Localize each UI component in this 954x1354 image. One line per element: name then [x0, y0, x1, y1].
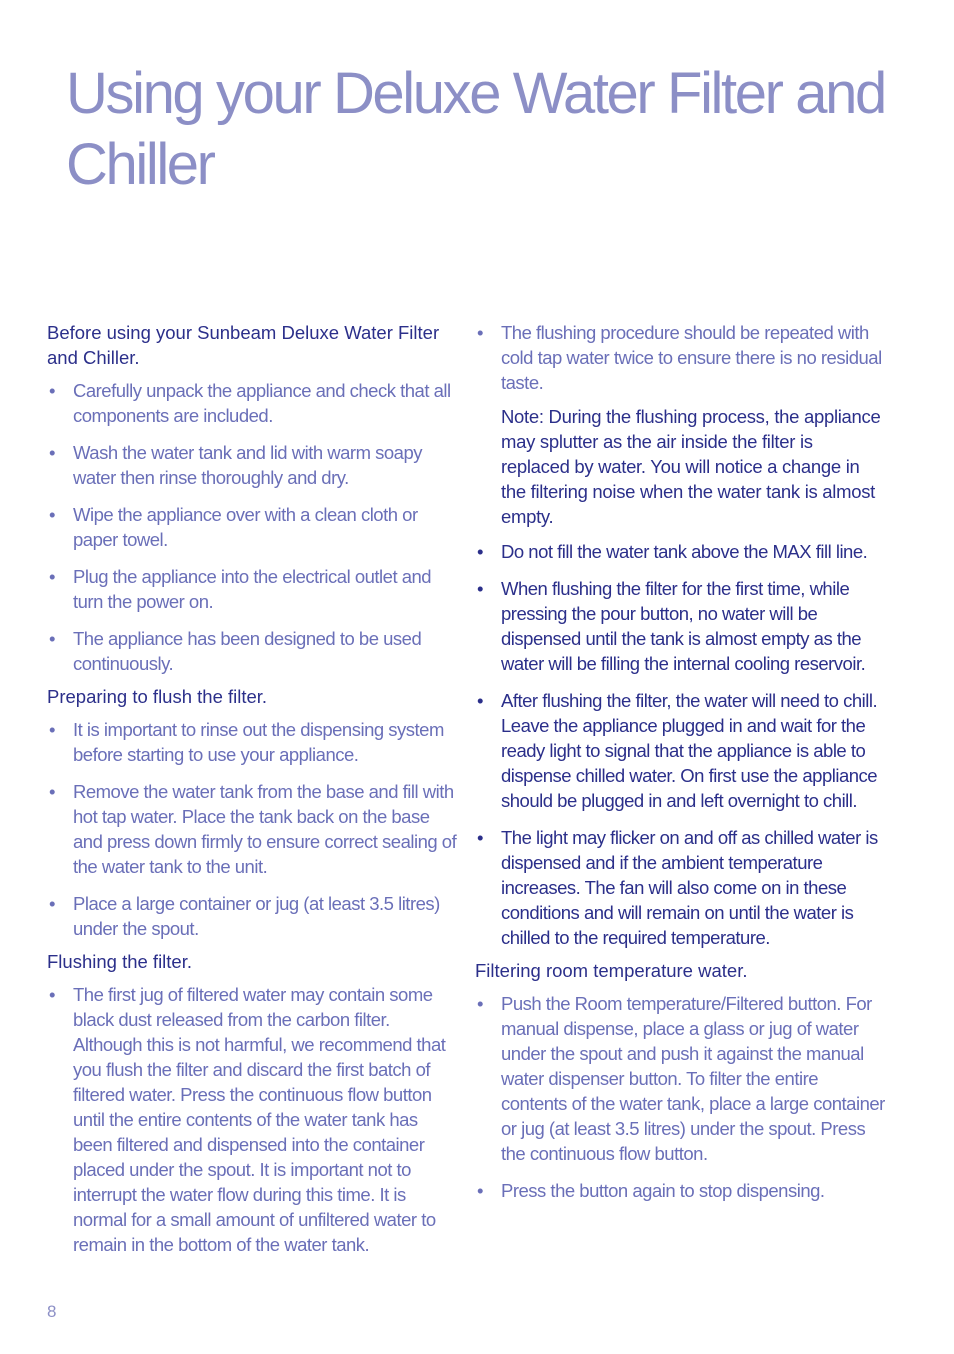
prep-heading: Preparing to flush the filter.: [47, 686, 268, 707]
chill-bullet-list: [475, 539, 885, 950]
list-item: • Plug the appliance into the electrical outlet and turn the power on.: [47, 564, 457, 614]
flush-repeat-list: [475, 320, 885, 395]
list-item: • The appliance has been designed to be used continuously.: [47, 626, 457, 676]
list-item: • It is important to rinse out the dispensing system before starting to use your appliance.: [47, 717, 457, 767]
list-item: • Wash the water tank and lid with warm soapy water then rinse thoroughly and dry.: [47, 440, 457, 490]
list-item: • Push the Room temperature/Filtered button. For manual dispense, place a glass or jug of water under the spout and push it against the manual water dispenser button. To filter the entire contents of the water tank, place a large container or jug (at least 3.5 litres) under the spout. Press the continuous flow button.: [475, 991, 885, 1166]
page-title: Using your Deluxe Water Filter and Chiller: [66, 61, 885, 197]
flush-bullet-list: [47, 982, 457, 1257]
list-item: • The light may flicker on and off as chilled water is dispensed and if the ambient temperature increases. The fan will also come on in these conditions and will remain on until the water is chilled to the required temperature.: [475, 825, 885, 950]
list-item: • Wipe the appliance over with a clean cloth or paper towel.: [47, 502, 457, 552]
list-item: • Place a large container or jug (at least 3.5 litres) under the spout.: [47, 891, 457, 941]
page-number: 8: [47, 1302, 57, 1321]
prep-bullet-list: [47, 717, 457, 941]
list-item: • After flushing the filter, the water will need to chill. Leave the appliance plugged in and wait for the ready light to signal that the appliance is able to dispense chilled water. On first use the appliance should be plugged in and left overnight to chill.: [475, 688, 885, 813]
room-temp-heading: Filtering room temperature water.: [475, 960, 748, 981]
right-column: [475, 320, 885, 1215]
flushing-note: Note: During the flushing process, the appliance may splutter as the air inside the filter is replaced by water. You will notice a change in the filtering noise when the water tank is almost empty.: [501, 406, 881, 527]
room-temp-bullet-list: [475, 991, 885, 1203]
list-item: • The flushing procedure should be repeated with cold tap water twice to ensure there is no residual taste.: [475, 320, 885, 395]
list-item: • When flushing the filter for the first time, while pressing the pour button, no water will be dispensed until the tank is almost empty as the water will be filling the internal cooling reservoir.: [475, 576, 885, 676]
flush-heading: Flushing the filter.: [47, 951, 192, 972]
list-item: • The first jug of filtered water may contain some black dust released from the carbon filter. Although this is not harmful, we recommend that you flush the filter and discard the first batch of filtered water. Press the continuous flow button until the entire contents of the water tank has been filtered and dispensed into the container placed under the spout. It is important not to interrupt the water flow during this time. It is normal for a small amount of unfiltered water to remain in the bottom of the water tank.: [47, 982, 457, 1257]
list-item: • Press the button again to stop dispensing.: [475, 1178, 885, 1203]
intro-bullet-list: [47, 378, 457, 676]
list-item: • Do not fill the water tank above the MAX fill line.: [475, 539, 885, 564]
list-item: • Carefully unpack the appliance and check that all components are included.: [47, 378, 457, 428]
left-column: [47, 320, 457, 1269]
intro-heading: Before using your Sunbeam Deluxe Water Filter and Chiller.: [47, 322, 440, 368]
list-item: • Remove the water tank from the base and fill with hot tap water. Place the tank back on the base and press down firmly to ensure correct sealing of the water tank to the unit.: [47, 779, 457, 879]
